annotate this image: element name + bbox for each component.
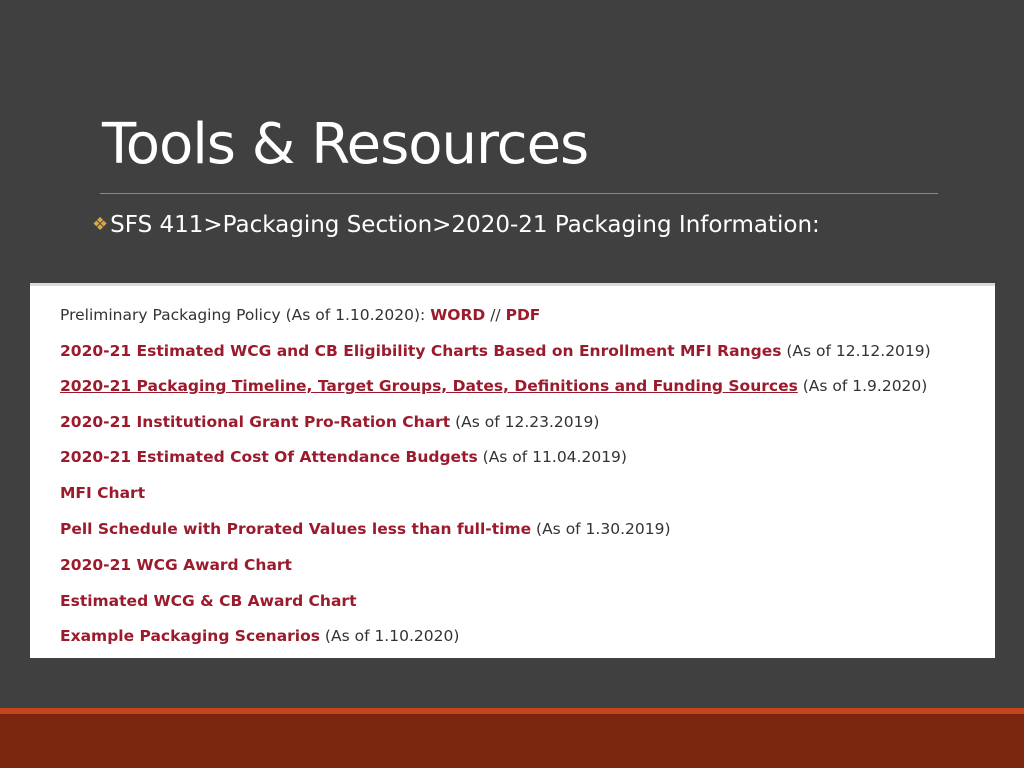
separator: // — [485, 306, 506, 324]
footer-band — [0, 708, 1024, 768]
mfi-chart-link[interactable]: MFI Chart — [60, 484, 146, 502]
pro-ration-chart-link[interactable]: 2020-21 Institutional Grant Pro-Ration Chart — [60, 413, 451, 431]
list-item — [60, 484, 145, 502]
footer-stripe — [0, 708, 1024, 714]
title-divider — [100, 193, 938, 194]
diamond-bullet-icon: ❖ — [92, 214, 109, 235]
item-date-note: (As of 1.30.2019) — [531, 520, 671, 538]
list-item — [60, 413, 599, 431]
list-item — [60, 377, 927, 395]
packaging-timeline-link[interactable]: 2020-21 Packaging Timeline, Target Groups, Dates, Definitions and Funding Sources — [60, 377, 798, 395]
wcg-award-chart-link[interactable]: 2020-21 WCG Award Chart — [60, 556, 292, 574]
list-item — [60, 342, 931, 360]
bullet-text: SFS 411>Packaging Section>2020-21 Packaging Information: — [110, 212, 820, 238]
list-item — [60, 556, 292, 574]
word-link[interactable]: WORD — [430, 306, 486, 324]
slide-title: Tools & Resources — [102, 112, 589, 177]
pdf-link[interactable]: PDF — [505, 306, 541, 324]
packaging-scenarios-link[interactable]: Example Packaging Scenarios — [60, 627, 320, 645]
attendance-budgets-link[interactable]: 2020-21 Estimated Cost Of Attendance Budgets — [60, 448, 478, 466]
item-label: Preliminary Packaging Policy — [60, 306, 281, 324]
list-item — [60, 448, 627, 466]
item-date-note: (As of 12.23.2019) — [450, 413, 600, 431]
item-date-note: (As of 11.04.2019) — [477, 448, 627, 466]
pell-schedule-link[interactable]: Pell Schedule with Prorated Values less than full-time — [60, 520, 532, 538]
item-date-note: (As of 1.10.2020) — [320, 627, 460, 645]
resource-panel — [30, 283, 995, 658]
eligibility-charts-link[interactable]: 2020-21 Estimated WCG and CB Eligibility Charts Based on Enrollment MFI Ranges — [60, 342, 782, 360]
list-item — [60, 306, 540, 324]
list-item — [60, 520, 671, 538]
bullet-line — [92, 212, 820, 238]
list-item — [60, 627, 459, 645]
list-item — [60, 592, 356, 610]
item-date-note: (As of 12.12.2019) — [781, 342, 931, 360]
wcg-cb-award-chart-link[interactable]: Estimated WCG & CB Award Chart — [60, 592, 357, 610]
item-date-note: (As of 1.10.2020): — [280, 306, 431, 324]
item-date-note: (As of 1.9.2020) — [797, 377, 928, 395]
